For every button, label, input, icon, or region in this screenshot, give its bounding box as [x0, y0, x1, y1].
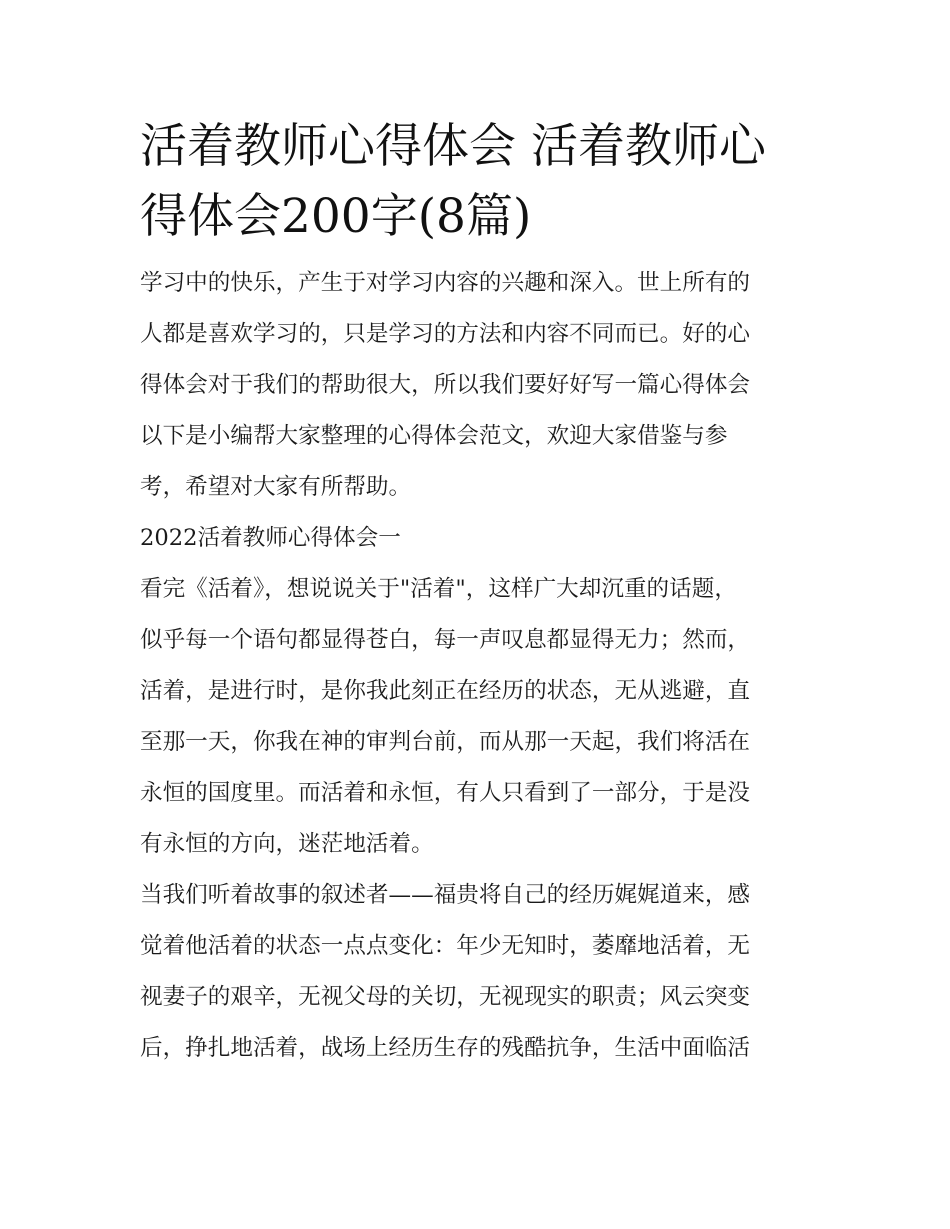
document-title: [140, 112, 812, 252]
paragraph-line: 视妻子的艰辛，无视父母的关切，无视现实的职责；风云突变: [140, 984, 751, 1010]
paragraph-line: 当我们听着故事的叙述者——福贵将自己的经历娓娓道来，感: [140, 882, 751, 908]
paragraph-line: 觉着他活着的状态一点点变化：年少无知时，萎靡地活着，无: [140, 933, 751, 959]
intro-line: 学习中的快乐，产生于对学习内容的兴趣和深入。世上所有的: [140, 270, 751, 296]
intro-paragraph: [140, 258, 812, 513]
body-paragraph-2: [140, 870, 812, 1074]
paragraph-line: 至那一天，你我在神的审判台前，而从那一天起，我们将活在: [140, 729, 751, 755]
paragraph-line: 永恒的国度里。而活着和永恒，有人只看到了一部分，于是没: [140, 780, 751, 806]
document-content: [140, 112, 812, 1074]
title-line-2: 得体会200字(8篇): [140, 189, 532, 244]
paragraph-line: 有永恒的方向，迷茫地活着。: [140, 831, 434, 857]
intro-line: 得体会对于我们的帮助很大，所以我们要好好写一篇心得体会: [140, 372, 751, 398]
intro-line: 人都是喜欢学习的，只是学习的方法和内容不同而已。好的心: [140, 321, 751, 347]
paragraph-line: 似乎每一个语句都显得苍白，每一声叹息都显得无力；然而，: [140, 627, 751, 653]
title-line-1: 活着教师心得体会 活着教师心: [140, 119, 766, 174]
paragraph-line: 活着，是进行时，是你我此刻正在经历的状态，无从逃避，直: [140, 678, 751, 704]
body-paragraph-1: [140, 564, 812, 870]
paragraph-line: 看完《活着》，想说说关于"活着"，这样广大却沉重的话题，: [140, 576, 737, 602]
intro-line: 考，希望对大家有所帮助。: [140, 474, 412, 500]
paragraph-line: 后，挣扎地活着，战场上经历生存的残酷抗争，生活中面临活: [140, 1035, 751, 1061]
intro-line: 以下是小编帮大家整理的心得体会范文，欢迎大家借鉴与参: [140, 423, 728, 449]
section-heading: 2022活着教师心得体会一: [140, 525, 401, 551]
